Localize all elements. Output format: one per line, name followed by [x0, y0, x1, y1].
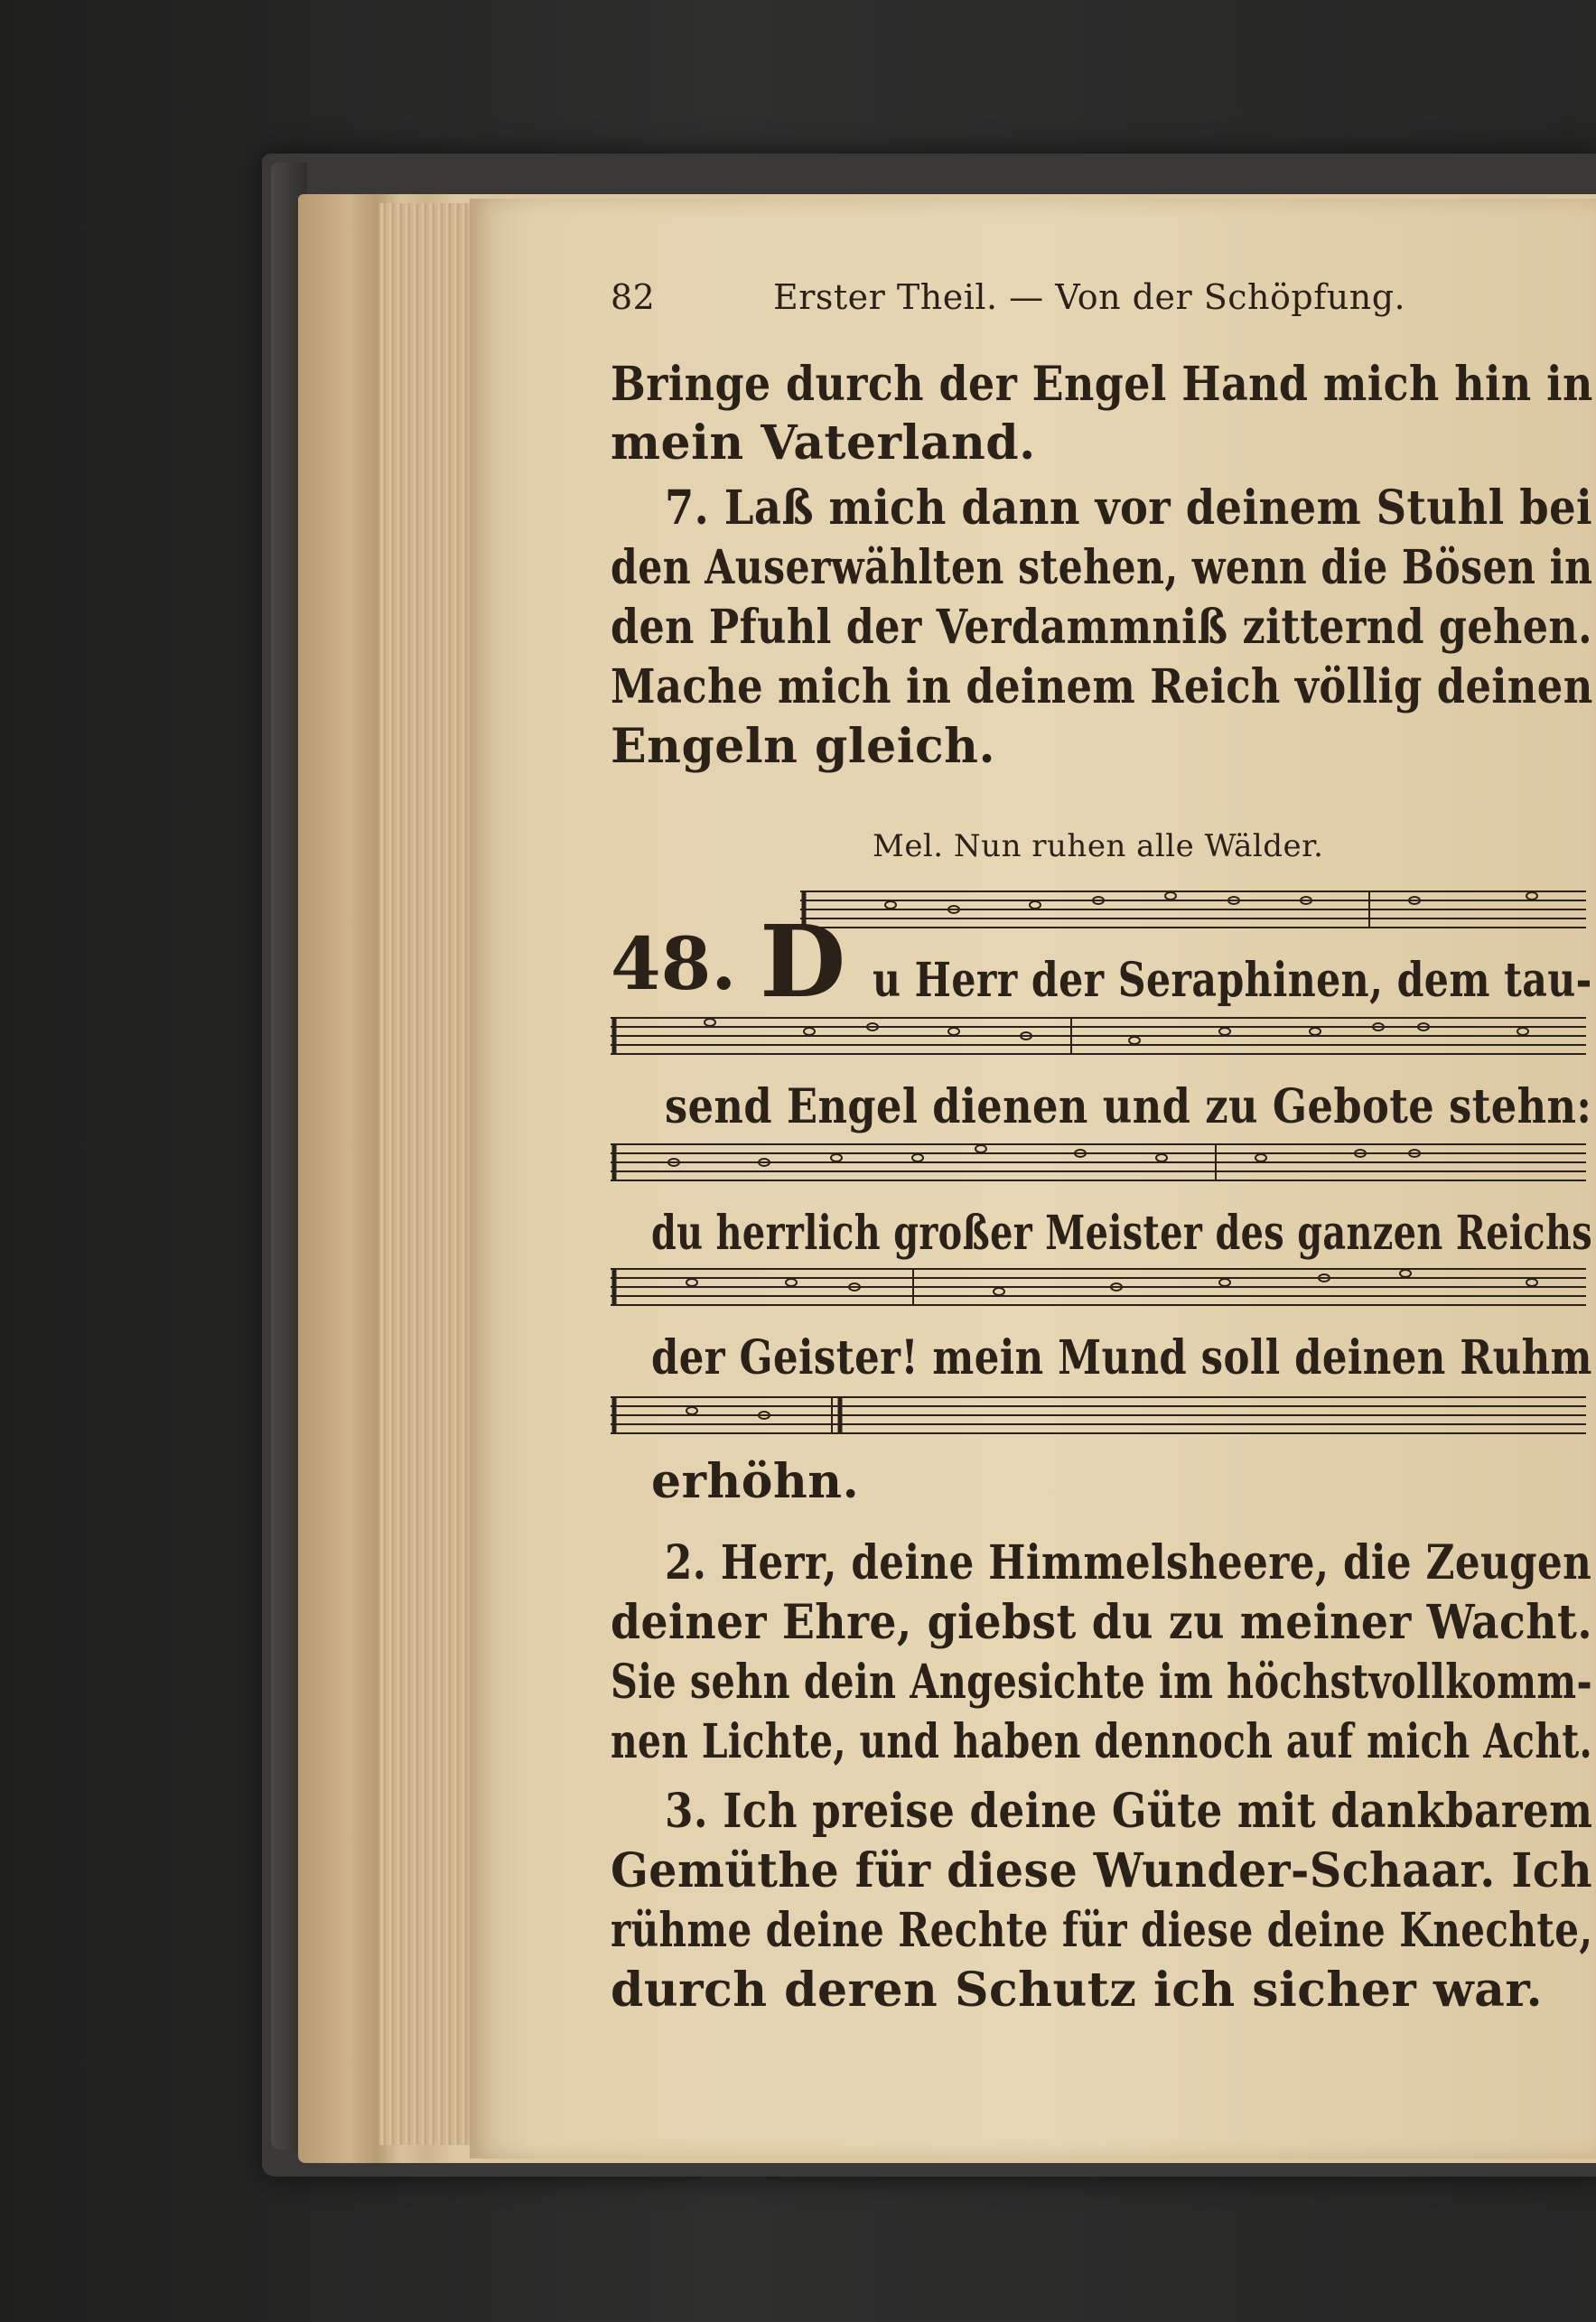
- stanza2-line-1: 2. Herr, deine Himmelsheere, die Zeugen: [665, 1535, 1592, 1590]
- stanza7-line-5: Engeln gleich.: [611, 719, 996, 774]
- music-staff-4: [611, 1258, 1586, 1321]
- music-staff-3: [611, 1133, 1586, 1197]
- stanza7-line-2: den Auserwählten stehen, wenn die Bösen in: [611, 540, 1593, 595]
- hymn48-lyric-1: u Herr der Seraphinen, dem tau-: [873, 953, 1592, 1008]
- hymn48-lyric-2: send Engel dienen und zu Gebote stehn:: [665, 1079, 1592, 1134]
- page-leaf-stack: [379, 203, 479, 2145]
- stanza3-line-1: 3. Ich preise deine Güte mit dankbarem: [665, 1784, 1593, 1839]
- hymn48-lyric-3: du herrlich großer Meister des ganzen Reichs: [651, 1206, 1592, 1261]
- stanza7-line-4: Mache mich in deinem Reich völlig deinen: [611, 659, 1593, 714]
- page-content: [611, 271, 1596, 2032]
- stanza2-line-4: nen Lichte, und haben dennoch auf mich Acht.: [611, 1714, 1593, 1769]
- stanza7-line-3: den Pfuhl der Verdammniß zitternd gehen.: [611, 600, 1593, 655]
- hymn47-line-1: Bringe durch der Engel Hand mich hin in: [611, 357, 1593, 412]
- melody-indication: Mel. Nun ruhen alle Wälder.: [873, 828, 1324, 864]
- hymn-number: 48.: [611, 921, 737, 1006]
- hymn48-lyric-4: der Geister! mein Mund soll deinen Ruhm: [651, 1330, 1592, 1385]
- running-title: Erster Theil. — Von der Schöpfung.: [773, 277, 1406, 317]
- hymn48-lyric-5: erhöhn.: [651, 1454, 860, 1509]
- stanza7-line-1: 7. Laß mich dann vor deinem Stuhl bei: [665, 480, 1593, 536]
- stanza3-line-3: rühme deine Rechte für diese deine Knechte,: [611, 1903, 1593, 1958]
- stanza3-line-2: Gemüthe für diese Wunder-Schaar. Ich: [611, 1843, 1593, 1898]
- stanza2-line-2: deiner Ehre, giebst du zu meiner Wacht.: [611, 1595, 1593, 1650]
- hymn47-line-2: mein Vaterland.: [611, 415, 1036, 471]
- music-staff-1: [800, 881, 1586, 944]
- drop-cap: D: [760, 903, 846, 1020]
- stanza2-line-3: Sie sehn dein Angesichte im höchstvollkomm-: [611, 1655, 1593, 1710]
- stanza3-line-4: durch deren Schutz ich sicher war.: [611, 1963, 1544, 2018]
- music-staff-5: [611, 1386, 1586, 1450]
- page-number: 82: [611, 277, 656, 317]
- music-staff-2: [611, 1007, 1586, 1070]
